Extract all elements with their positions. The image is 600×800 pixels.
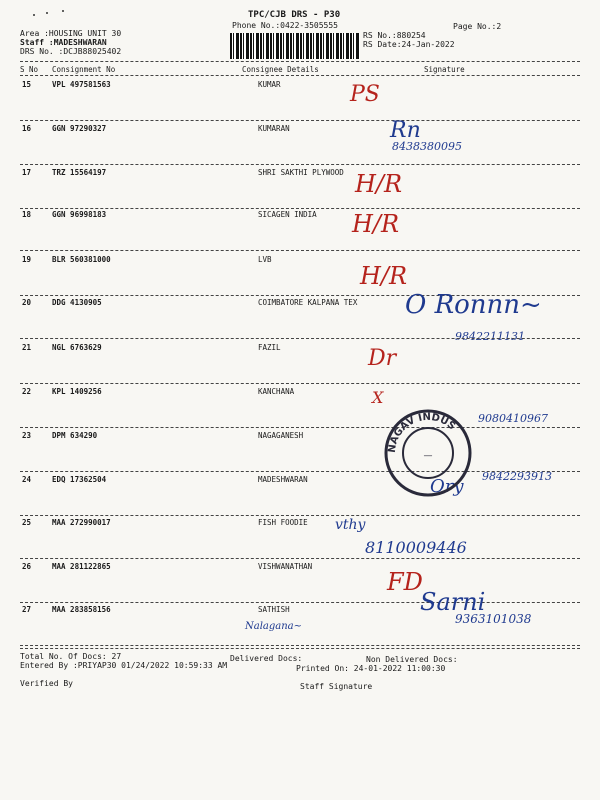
row-signature: 8438380095 xyxy=(392,140,462,153)
row-signature: 8110009446 xyxy=(365,538,467,557)
row-consignee: FAZIL xyxy=(258,343,281,352)
row-consignment-no: VPL 497581563 xyxy=(52,80,111,89)
row-sno: 19 xyxy=(22,255,32,264)
row-consignee: LVB xyxy=(258,255,272,264)
row-sno: 17 xyxy=(22,168,32,177)
row-consignee: KUMAR xyxy=(258,80,281,89)
signature-scribble: Sarni xyxy=(420,588,486,616)
phone-number: Phone No.:0422-3505555 xyxy=(232,21,338,30)
row-divider xyxy=(20,645,580,646)
row-consignment-no: GGN 97290327 xyxy=(52,124,107,133)
row-consignee: SHRI SAKTHI PLYWOOD xyxy=(258,168,344,177)
row-sno: 21 xyxy=(22,343,32,352)
row-divider xyxy=(20,515,580,516)
staff-label: Staff :MADESHWARAN xyxy=(20,38,107,47)
verified-by: Verified By xyxy=(20,679,73,688)
row-sno: 18 xyxy=(22,210,32,219)
row-divider xyxy=(20,120,580,121)
column-header-signature: Signature xyxy=(424,65,465,74)
row-consignment-no: MAA 283858156 xyxy=(52,605,111,614)
signature-scribble: vthy xyxy=(335,517,366,533)
total-docs: Total No. Of Docs: 27 xyxy=(20,652,122,661)
entered-by: Entered By :PRIYAP30 01/24/2022 10:59:33 AM xyxy=(20,661,228,670)
row-consignee: NAGAGANESH xyxy=(258,431,304,440)
signature-scribble: Nalagana~ xyxy=(245,621,303,632)
row-signature: 9363101038 xyxy=(455,612,532,626)
signature-scribble: Rn xyxy=(390,118,421,143)
staff-signature: Staff Signature xyxy=(300,682,373,691)
row-divider xyxy=(20,164,580,165)
row-signature: 9842211131 xyxy=(455,330,525,343)
divider xyxy=(20,648,580,649)
row-divider xyxy=(20,383,580,384)
row-consignment-no: TRZ 15564197 xyxy=(52,168,107,177)
row-sno: 27 xyxy=(22,605,32,614)
row-consignee: FISH FOODIE xyxy=(258,518,308,527)
column-header-consignment: Consignment No xyxy=(52,65,116,74)
row-consignment-no: DPM 634290 xyxy=(52,431,98,440)
scan-speck xyxy=(33,14,35,16)
row-sno: 20 xyxy=(22,298,32,307)
row-consignment-no: KPL 1409256 xyxy=(52,387,102,396)
divider xyxy=(20,61,580,62)
rs-number: RS No.:880254 xyxy=(363,31,426,40)
row-consignment-no: EDQ 17362504 xyxy=(52,475,107,484)
row-sno: 16 xyxy=(22,124,32,133)
scan-speck xyxy=(62,10,64,12)
row-signature: H/R xyxy=(352,210,400,238)
barcode xyxy=(230,33,360,59)
document-title: TPC/CJB DRS - P30 xyxy=(248,10,341,20)
row-signature: H/R xyxy=(360,262,408,290)
column-header-sno: S No xyxy=(20,65,39,74)
row-divider xyxy=(20,250,580,251)
row-consignment-no: DDG 4130905 xyxy=(52,298,102,307)
row-divider xyxy=(20,558,580,559)
svg-text:—: — xyxy=(423,451,433,461)
row-divider xyxy=(20,338,580,339)
row-signature: 9080410967 xyxy=(478,412,548,425)
row-divider xyxy=(20,602,580,603)
page-number: Page No.:2 xyxy=(453,22,502,31)
row-divider xyxy=(20,427,580,428)
signature-scribble: X xyxy=(372,388,384,407)
row-sno: 24 xyxy=(22,475,32,484)
row-consignment-no: MAA 272990017 xyxy=(52,518,111,527)
stamp-text: NAGAV INDUS xyxy=(386,411,458,454)
row-consignment-no: GGN 96998183 xyxy=(52,210,107,219)
row-sno: 23 xyxy=(22,431,32,440)
row-signature: PS xyxy=(350,82,380,107)
delivered-docs: Delivered Docs: xyxy=(230,654,303,663)
row-consignment-no: NGL 6763629 xyxy=(52,343,102,352)
row-divider xyxy=(20,208,580,209)
scan-speck xyxy=(46,12,48,14)
row-signature: FD xyxy=(387,568,423,596)
row-consignee: COIMBATORE KALPANA TEX xyxy=(258,298,358,307)
row-consignee: KANCHANA xyxy=(258,387,295,396)
printed-on: Printed On: 24-01-2022 11:00:30 xyxy=(296,664,446,673)
row-consignment-no: MAA 281122865 xyxy=(52,562,111,571)
row-sno: 25 xyxy=(22,518,32,527)
drs-number: DRS No. :DCJB88025402 xyxy=(20,47,122,56)
row-signature: 9842293913 xyxy=(482,470,552,483)
row-consignee: SATHISH xyxy=(258,605,290,614)
non-delivered-docs: Non Delivered Docs: xyxy=(366,655,458,664)
company-stamp xyxy=(383,408,473,498)
row-sno: 15 xyxy=(22,80,32,89)
divider xyxy=(20,75,580,76)
column-header-consignee: Consignee Details xyxy=(242,65,319,74)
row-consignee: SICAGEN INDIA xyxy=(258,210,317,219)
svg-text:NAGAV INDUS xyxy=(387,412,457,454)
row-signature: H/R xyxy=(355,170,403,198)
row-consignee: VISHWANATHAN xyxy=(258,562,313,571)
signature-scribble: O Ronnn~ xyxy=(405,290,542,320)
area-label: Area :HOUSING UNIT 30 xyxy=(20,29,122,38)
signature-scribble: Ory xyxy=(430,476,464,497)
row-consignment-no: BLR 560381000 xyxy=(52,255,111,264)
row-consignee: KUMARAN xyxy=(258,124,290,133)
row-consignee: MADESHWARAN xyxy=(258,475,308,484)
row-sno: 22 xyxy=(22,387,32,396)
row-sno: 26 xyxy=(22,562,32,571)
rs-date: RS Date:24-Jan-2022 xyxy=(363,40,455,49)
row-signature: Dr xyxy=(368,346,397,371)
